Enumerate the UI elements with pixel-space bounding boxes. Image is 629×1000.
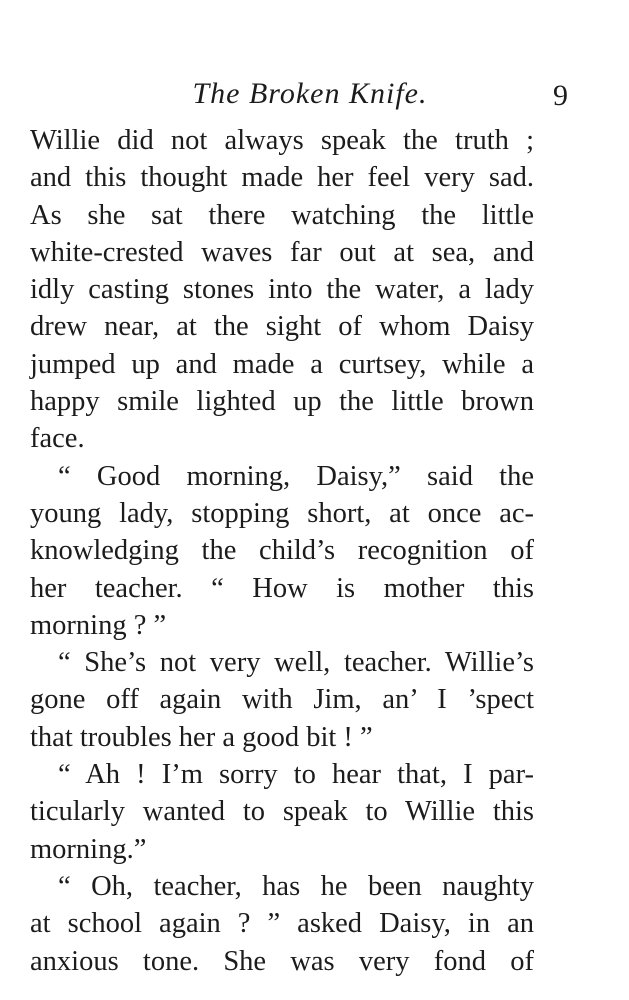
text-line: Willie did not always speak the truth ; (30, 125, 534, 156)
text-line: young lady, stopping short, at once ac- (30, 497, 534, 529)
text-line: “ Good morning, Daisy,” said the (58, 460, 534, 492)
text-line: “ She’s not very well, teacher. Willie’s (58, 647, 534, 679)
text-line: drew near, at the sight of whom Daisy (30, 311, 534, 343)
text-line: jumped up and made a curtsey, while a (30, 348, 534, 380)
text-line: idly casting stones into the water, a lady (30, 274, 534, 306)
text-line: happy smile lighted up the little brown (30, 386, 534, 418)
text-line: face. (30, 423, 85, 455)
text-line: that troubles her a good bit ! ” (30, 721, 373, 753)
text-line: at school again ? ” asked Daisy, in an (30, 908, 534, 940)
text-line: her teacher. “ How is mother this (30, 572, 534, 604)
text-line: ticularly wanted to speak to Willie this (30, 796, 534, 828)
text-line: knowledging the child’s recognition of (30, 535, 534, 567)
running-head (30, 72, 570, 116)
text-line: white-crested waves far out at sea, and (30, 236, 534, 268)
page-number: 9 (553, 79, 568, 112)
text-line: “ Ah ! I’m sorry to hear that, I par- (58, 759, 534, 791)
text-line: As she sat there watching the little (30, 199, 534, 231)
text-line: morning ? ” (30, 609, 167, 641)
text-line: anxious tone. She was very fond of (30, 945, 534, 977)
text-line: gone off again with Jim, an’ I ’spect (30, 684, 534, 716)
text-line: morning.” (30, 833, 147, 865)
chapter-title: The Broken Knife. (192, 77, 428, 110)
text-line: “ Oh, teacher, has he been naughty (58, 870, 534, 902)
body-text (30, 122, 534, 980)
text-line: and this thought made her feel very sad. (30, 162, 534, 194)
